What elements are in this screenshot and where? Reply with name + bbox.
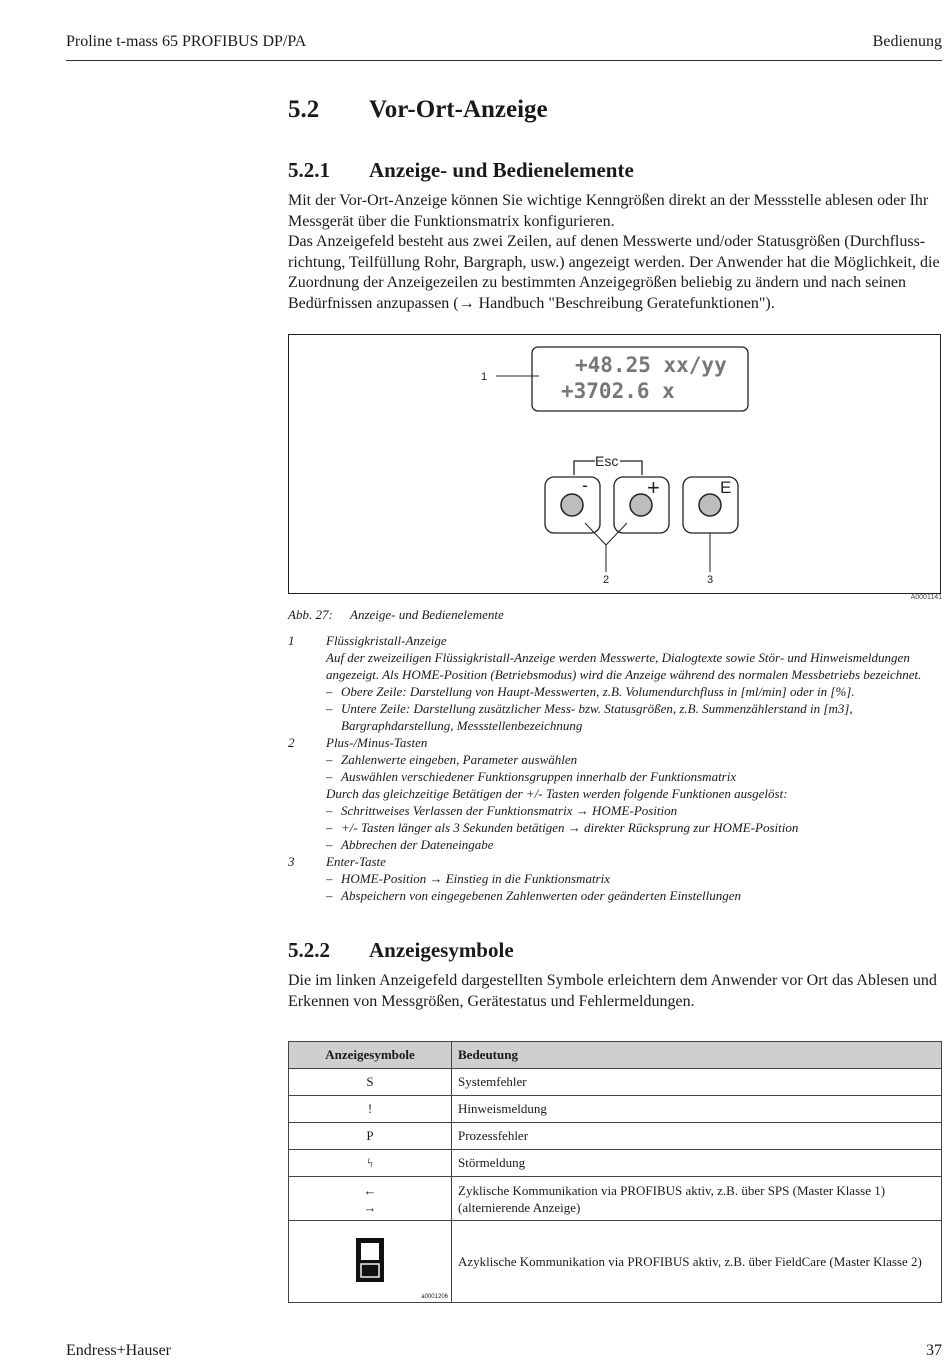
section-heading: [288, 96, 548, 124]
table-header-symbol: Anzeigesymbole: [289, 1042, 452, 1069]
meaning-line-1: Zyklische Kommunikation via PROFIBUS aktiv, z.B. über SPS (Master Klasse 1): [458, 1182, 886, 1198]
legend-title-1: Flüssigkristall-Anzeige: [326, 633, 447, 648]
symbols-paragraph: Die im linken Anzeigefeld dargestellten Symbole erleichtern dem Anwender vor Ort das Ablesen und Erkennen von Messgrößen, Gerätestatus und Fehlermeldungen.: [288, 972, 937, 1010]
arrow-left-icon: ←: [363, 1182, 377, 1198]
caption-number: Abb. 27:: [288, 607, 333, 622]
symbol-code: a0001206: [421, 1294, 448, 1300]
table-cell-symbol: ϟ: [289, 1150, 452, 1177]
table-cell-meaning: Prozessfehler: [452, 1123, 942, 1150]
legend-item-2: [288, 734, 948, 853]
subsection-title-2: Anzeigesymbole: [369, 938, 514, 962]
legend-title-3: Enter-Taste: [326, 854, 386, 869]
table-cell-meaning: Hinweismeldung: [452, 1096, 942, 1123]
legend-bullet-continuation: Bargraphdarstellung, Messstellenbezeichnung: [341, 718, 583, 733]
arrow-right-icon: →: [363, 1199, 377, 1215]
header-section: Bedienung: [872, 33, 942, 50]
subsection-heading-1: [288, 158, 634, 183]
section-number: 5.2: [288, 96, 320, 123]
legend-bullet: – Abspeichern von eingegebenen Zahlenwerten oder geänderten Einstellungen: [326, 887, 948, 904]
legend-number-1: 1: [288, 633, 295, 648]
legend-text-2: Durch das gleichzeitige Betätigen der +/- Tasten werden folgende Funktionen ausgelöst:: [326, 786, 788, 801]
figure-legend: [288, 632, 948, 904]
table-cell-symbol: P: [289, 1123, 452, 1150]
table-cell-symbol: [289, 1221, 452, 1303]
table-cell-meaning: Azyklische Kommunikation via PROFIBUS aktiv, z.B. über FieldCare (Master Klasse 2): [452, 1221, 942, 1303]
header-rule: [66, 60, 942, 61]
legend-bullet: – Schrittweises Verlassen der Funktionsmatrix → HOME-Position: [326, 802, 948, 819]
table-row: [289, 1123, 942, 1150]
legend-bullet: – HOME-Position → Einstieg in die Funktionsmatrix: [326, 870, 948, 887]
header-title: Proline t-mass 65 PROFIBUS DP/PA: [66, 33, 307, 50]
lcd-line-1: +48.25 xx/yy: [575, 353, 727, 377]
legend-number-2: 2: [288, 735, 295, 750]
display-symbols-table: [288, 1041, 942, 1303]
callout-1: 1: [481, 371, 488, 383]
esc-label: Esc: [595, 453, 619, 469]
acyclic-communication-icon: [355, 1237, 385, 1283]
footer-company: Endress+Hauser: [66, 1342, 171, 1359]
table-cell-meaning: [452, 1177, 942, 1221]
legend-bullet: – Abbrechen der Dateneingabe: [326, 836, 948, 853]
table-row: [289, 1150, 942, 1177]
enter-key-label: E: [720, 478, 732, 497]
subsection-heading-2: [288, 938, 514, 963]
legend-title-2: Plus-/Minus-Tasten: [326, 735, 428, 750]
display-diagram: [289, 335, 942, 595]
minus-key-label: -: [582, 475, 588, 495]
legend-item-3: [288, 853, 948, 904]
legend-bullet: – +/- Tasten länger als 3 Sekunden betätigen → direkter Rücksprung zur HOME-Position: [326, 819, 948, 836]
table-header-meaning: Bedeutung: [452, 1042, 942, 1069]
intro-paragraph-2: Das Anzeigefeld besteht aus zwei Zeilen, auf denen Messwerte und/oder Statusgrößen (Durchfluss-richtung, Teilfüllung Rohr, Bargraph, usw.) angezeigt werden. Der Anwender hat die Möglichkeit, die Zuordnung der Anzeigezeilen zu bestimmten Anzeigegrößen beliebig zu ändern und nach seinen Bedürfnissen anzupassen (→ Handbuch "Beschreibung Geratefunktionen").: [288, 233, 940, 312]
symbols-intro-text: [288, 971, 944, 1012]
intro-text: [288, 191, 944, 314]
callout-3: 3: [707, 574, 714, 586]
lcd-line-2: +3702.6 x: [561, 379, 675, 403]
subsection-number-1: 5.2.1: [288, 158, 330, 182]
page-number: 37: [926, 1342, 942, 1359]
table-row: [289, 1177, 942, 1221]
esc-bracket-right: [620, 461, 642, 475]
table-cell-symbol: S: [289, 1069, 452, 1096]
minus-key-button[interactable]: [561, 494, 583, 516]
enter-key-button[interactable]: [699, 494, 721, 516]
caption-text: Anzeige- und Bedienelemente: [350, 607, 504, 622]
meaning-line-2: (alternierende Anzeige): [458, 1199, 581, 1215]
plus-key-label: +: [647, 475, 660, 500]
table-cell-meaning: Störmeldung: [452, 1150, 942, 1177]
table-cell-symbol: !: [289, 1096, 452, 1123]
legend-number-3: 3: [288, 854, 295, 869]
legend-bullet: – Obere Zeile: Darstellung von Haupt-Messwerten, z.B. Volumendurchfluss in [ml/min] oder in [%].: [326, 683, 948, 700]
section-title: Vor-Ort-Anzeige: [369, 96, 548, 123]
table-header-row: [289, 1042, 942, 1069]
legend-item-1: [288, 632, 948, 734]
legend-bullet: – Zahlenwerte eingeben, Parameter auswählen: [326, 751, 948, 768]
table-cell-symbol: [289, 1177, 452, 1221]
table-row: [289, 1069, 942, 1096]
figure-code: A0001141: [910, 594, 942, 601]
callout-2: 2: [603, 574, 610, 586]
esc-bracket-left: [574, 461, 595, 475]
table-row: [289, 1221, 942, 1303]
figure-caption: [288, 607, 504, 623]
display-figure: [288, 334, 941, 594]
subsection-number-2: 5.2.2: [288, 938, 330, 962]
legend-bullet: – Auswählen verschiedener Funktionsgruppen innerhalb der Funktionsmatrix: [326, 768, 948, 785]
table-row: [289, 1096, 942, 1123]
legend-bullet: – Untere Zeile: Darstellung zusätzlicher Mess- bzw. Statusgrößen, z.B. Summenzählerstand in [m3],: [326, 700, 948, 717]
subsection-title-1: Anzeige- und Bedienelemente: [369, 158, 634, 182]
table-cell-meaning: Systemfehler: [452, 1069, 942, 1096]
intro-paragraph-1: Mit der Vor-Ort-Anzeige können Sie wichtige Kenngrößen direkt an der Messstelle ablesen oder Ihr Messgerät über die Funktionsmatrix konfigurieren.: [288, 192, 929, 230]
legend-text-1: Auf der zweizeiligen Flüssigkristall-Anzeige werden Messwerte, Dialogtexte sowie Stör- und Hinweismeldungen angezeigt. Als HOME-Position (Betriebsmodus) wird die Anzeige während des normalen Messbetriebs bezeichnet.: [326, 650, 922, 682]
